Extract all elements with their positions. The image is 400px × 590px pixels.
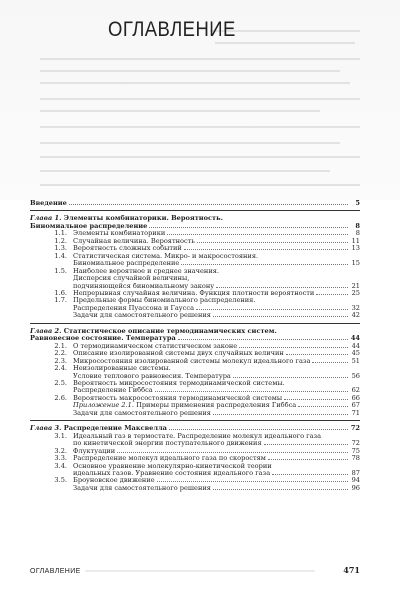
entry-number: 3.3. [54,454,67,463]
page-number: 8 [355,229,360,238]
leader-dots [298,406,348,407]
page-number: 5 [355,199,360,207]
leader-dots [233,377,348,378]
entry-text: Дисперсия случайной величины, [73,275,190,283]
entry-number: 1.4. [54,251,67,260]
folio-page-number: 471 [343,565,360,575]
entry-text: Задачи для самостоятельного решения [73,312,211,320]
page-number: 11 [351,236,360,245]
entry-text: Распределение молекул идеального газа по скоростям [73,455,266,463]
entry-text: Предельные формы биномиального распределения. [73,297,256,305]
toc-entry-continuation[interactable] [30,440,360,447]
chapter-subtitle: Равновесное состояние. Температура [30,335,176,343]
chapter-1-heading[interactable] [30,215,360,222]
toc-entry[interactable] [30,350,360,357]
toc-entry-continuation[interactable] [30,275,360,282]
page-number: 56 [351,371,360,380]
chapter-label: Глава 1. [30,215,62,223]
entry-text: идеальных газов. Уравнение состояния идеального газа [73,469,271,477]
entry-text: О термодинамическом статистическом законе [73,342,238,350]
page-number: 94 [351,476,360,485]
page-number: 78 [351,454,360,463]
entry-text: Броуновское движение [73,477,155,485]
page-number: 87 [351,468,360,477]
entry-number: 3.4. [54,461,67,470]
entry-number: 3.1. [54,431,67,440]
chapter-2-subtitle[interactable] [30,335,360,342]
leader-dots [117,452,348,453]
leader-dots [178,339,348,340]
entry-number: 2.1. [54,341,67,350]
entry-text: по кинетической энергии поступательного движения [73,440,262,448]
section-divider [30,420,360,421]
entry-text: Основное уравнение молекулярно-кинетической теории [73,462,272,470]
toc-entry[interactable] [30,358,360,365]
toc-entry-intro[interactable] [30,200,360,207]
toc-entry[interactable] [30,343,360,350]
page-number: 67 [351,401,360,410]
toc-entry[interactable] [30,463,360,470]
leader-dots [197,242,348,243]
page-number: 15 [351,259,360,268]
toc-entry-appendix[interactable] [30,402,360,409]
entry-text: Биномиальное распределение [73,260,180,268]
page-title: ОГЛАВЛЕНИЕ [108,18,236,41]
leader-dots [149,227,348,228]
page-number: 13 [351,244,360,253]
leader-dots [169,429,348,430]
entry-text: Вероятность макросостояния термодинамической системы [73,394,283,402]
entry-number: 2.4. [54,364,67,373]
entry-number: 1.2. [54,236,67,245]
entry-number: 3.5. [54,476,67,485]
page-number: 51 [351,356,360,365]
entry-number: 2.3. [54,356,67,365]
chapter-title: Элементы комбинаторики. Вероятность. [63,215,223,223]
toc-entry[interactable] [30,433,360,440]
entry-text: Непрерывная случайная величина. Функция плотности вероятности [73,289,315,297]
toc-entry-continuation[interactable] [30,260,360,267]
toc-entry-continuation[interactable] [30,470,360,477]
toc-entry-tasks[interactable] [30,410,360,417]
toc-entry[interactable] [30,365,360,372]
page-number: 21 [351,281,360,290]
leader-dots [213,316,348,317]
entry-text: Распределения Пуассона и Гаусса [73,304,194,312]
entry-text: Наиболее вероятное и среднее значения. [73,267,219,275]
entry-text: Идеальный газ в термостате. Распределение молекул идеального газа [73,432,322,440]
toc-entry[interactable] [30,238,360,245]
toc-entry[interactable] [30,455,360,462]
table-of-contents [30,200,360,492]
entry-text: Случайная величина. Вероятность [73,237,195,245]
page-number: 72 [351,439,360,448]
toc-entry-continuation[interactable] [30,373,360,380]
entry-number: 2.6. [54,393,67,402]
chapter-2-heading[interactable] [30,328,360,335]
appendix-label: Приложение 2.1. [73,402,134,410]
running-head: ОГЛАВЛЕНИЕ [30,568,81,575]
entry-text: Элементы комбинаторики [73,230,166,238]
page-footer [30,565,360,575]
toc-entry[interactable] [30,395,360,402]
entry-text: подчиняющейся биномиальному закону [73,282,215,290]
chapter-label: Глава 3. [30,425,62,433]
leader-dots [268,459,348,460]
section-divider [30,210,360,211]
entry-number: 1.7. [54,296,67,305]
entry-text: Микросостояния изолированной системы молекул идеального газа [73,357,311,365]
toc-entry-continuation[interactable] [30,387,360,394]
toc-entry[interactable] [30,253,360,260]
entry-number: 1.1. [54,229,67,238]
page-number: 72 [350,424,360,433]
entry-number: 2.5. [54,378,67,387]
chapter-3-heading[interactable] [30,425,360,432]
entry-text: Задачи для самостоятельного решения [73,484,211,492]
leader-dots [167,234,348,235]
entry-number: 2.2. [54,349,67,358]
page-number: 44 [350,334,360,343]
toc-entry[interactable] [30,297,360,304]
toc-entry[interactable] [30,245,360,252]
page-number: 75 [351,446,360,455]
entry-text: Описание изолированной системы двух случайных величин [73,350,284,358]
toc-entry[interactable] [30,230,360,237]
toc-entry[interactable] [30,477,360,484]
page-number: 45 [351,349,360,358]
toc-entry[interactable] [30,290,360,297]
chapter-1-subtitle[interactable] [30,223,360,230]
entry-text: Распределение Гиббса [73,387,153,395]
leader-dots [239,347,348,348]
page-number: 96 [351,483,360,492]
entry-text: Неизолированные системы. [73,365,171,373]
leader-dots [196,309,348,310]
entry-text: Введение [30,200,67,207]
entry-text: Флуктуации [73,447,116,455]
entry-text: Вероятность микросостояния термодинамической системы. [73,379,285,387]
toc-entry[interactable] [30,268,360,275]
leader-dots [213,414,348,415]
leader-dots [69,204,348,205]
leader-dots [272,474,348,475]
leader-dots [216,287,348,288]
page-number: 8 [355,221,360,230]
entry-number: 1.5. [54,266,67,275]
section-divider [30,323,360,324]
leader-dots [312,362,348,363]
page-number: 32 [351,303,360,312]
page-number: 25 [351,288,360,297]
leader-dots [264,444,348,445]
leader-dots [316,294,348,295]
chapter-subtitle: Биномиальное распределение [30,222,148,230]
leader-dots [284,399,348,400]
toc-entry-tasks[interactable] [30,485,360,492]
leader-dots [181,264,348,265]
entry-text: Условие теплового равновесия. Температура [73,372,231,380]
appendix-text: Примеры применения распределения Гиббса [136,402,297,410]
toc-entry-continuation[interactable] [30,283,360,290]
toc-entry[interactable] [30,448,360,455]
toc-entry-tasks[interactable] [30,312,360,319]
leader-dots [184,249,348,250]
entry-text: Задачи для самостоятельного решения [73,409,211,417]
toc-entry-continuation[interactable] [30,305,360,312]
leader-dots [213,489,348,490]
leader-dots [286,354,348,355]
leader-dots [157,481,348,482]
toc-entry[interactable] [30,380,360,387]
leader-dots [155,391,348,392]
page-number: 44 [351,341,360,350]
entry-number: 1.3. [54,244,67,253]
chapter-title: Распределение Максвелла [63,425,167,433]
entry-number: 3.2. [54,446,67,455]
entry-number: 1.6. [54,288,67,297]
entry-text: Вероятность сложных событий [73,245,182,253]
entry-text: Статистическая система. Микро- и макросостояния. [73,252,259,260]
page-number: 66 [351,393,360,402]
page-number: 71 [351,408,360,417]
chapter-title: Статистическое описание термодинамических систем. [63,327,277,335]
chapter-label: Глава 2. [30,327,62,335]
page-number: 62 [351,386,360,395]
page-number: 42 [351,311,360,320]
